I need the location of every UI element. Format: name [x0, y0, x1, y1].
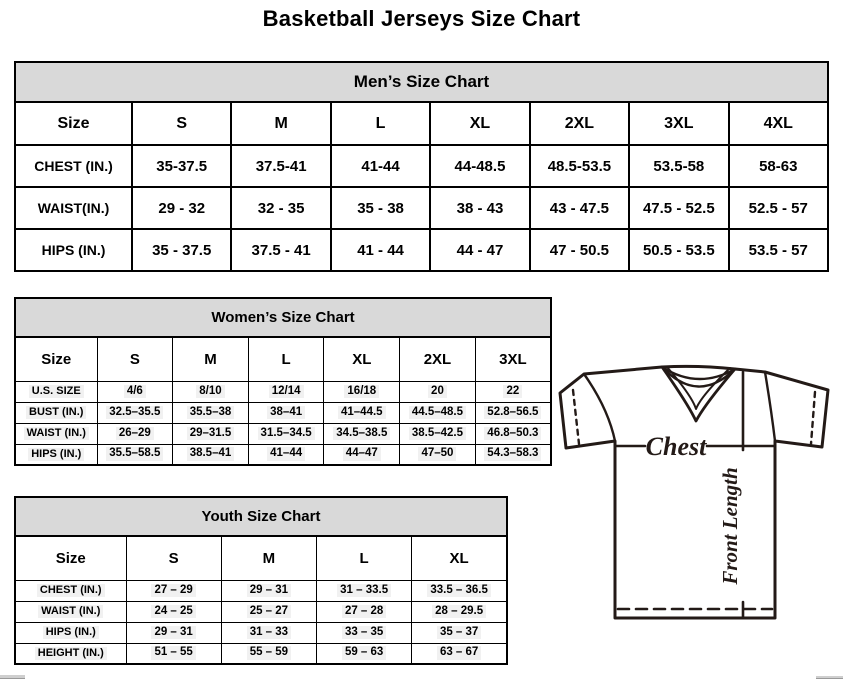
- size-value: 35-37.5: [132, 145, 231, 187]
- highlighted-value: 41–44: [267, 447, 305, 461]
- size-value: 41-44: [331, 145, 430, 187]
- highlighted-value: 38.5–41: [187, 447, 235, 461]
- highlighted-value: 4/6: [124, 385, 146, 399]
- size-value: 32 - 35: [231, 187, 330, 229]
- highlighted-value: 29–31.5: [187, 427, 235, 441]
- column-header: M: [221, 536, 316, 580]
- highlighted-value: 63 – 67: [437, 646, 481, 660]
- highlighted-value: 20: [428, 385, 447, 399]
- highlighted-value: HIPS (IN.): [43, 626, 99, 639]
- highlighted-value: 16/18: [344, 385, 379, 399]
- size-value: 37.5 - 41: [231, 229, 330, 271]
- jersey-measurement-diagram: [556, 364, 843, 627]
- size-value: [317, 580, 412, 601]
- size-value: [317, 643, 412, 664]
- measurement-row: [15, 622, 507, 643]
- highlighted-value: WAIST (IN.): [38, 605, 103, 618]
- highlighted-value: 8/10: [196, 385, 224, 399]
- highlighted-value: 38–41: [267, 406, 305, 420]
- size-header-row: [15, 536, 507, 580]
- size-value: [126, 601, 221, 622]
- size-value: [221, 580, 316, 601]
- size-value: [126, 643, 221, 664]
- row-label: [15, 643, 126, 664]
- size-value: [475, 381, 551, 402]
- page-title: Basketball Jerseys Size Chart: [262, 6, 581, 31]
- measurement-row: [15, 643, 507, 664]
- size-value: [221, 601, 316, 622]
- size-value: [412, 643, 507, 664]
- highlighted-value: 46.8–50.3: [484, 427, 541, 441]
- horizontal-scrollbar-fragment-left[interactable]: [0, 675, 25, 679]
- jersey-outline-drawing: [556, 364, 843, 627]
- column-header: Size: [15, 337, 97, 381]
- youth-size-chart-section: [14, 496, 508, 665]
- youth-size-table: [14, 496, 508, 665]
- size-value: 50.5 - 53.5: [629, 229, 728, 271]
- column-header: L: [331, 102, 430, 145]
- size-value: 44-48.5: [430, 145, 529, 187]
- size-value: [324, 423, 400, 444]
- column-header: 3XL: [629, 102, 728, 145]
- column-header: XL: [324, 337, 400, 381]
- column-header: 2XL: [400, 337, 476, 381]
- mens-size-table: [14, 61, 829, 272]
- size-value: [475, 444, 551, 465]
- highlighted-value: 41–44.5: [338, 406, 386, 420]
- size-value: [97, 381, 173, 402]
- highlighted-value: U.S. SIZE: [29, 385, 84, 398]
- size-value: [400, 402, 476, 423]
- highlighted-value: CHEST (IN.): [37, 584, 105, 597]
- size-value: 53.5 - 57: [729, 229, 828, 271]
- size-value: 58-63: [729, 145, 828, 187]
- size-value: [173, 402, 249, 423]
- column-header: Size: [15, 536, 126, 580]
- column-header: S: [132, 102, 231, 145]
- highlighted-value: 31 – 33.5: [337, 584, 391, 598]
- highlighted-value: 25 – 27: [247, 605, 291, 619]
- highlighted-value: 27 – 28: [342, 605, 386, 619]
- womens-table-title: Women’s Size Chart: [15, 298, 551, 337]
- measurement-row: [15, 444, 551, 465]
- row-label: WAIST(IN.): [15, 187, 132, 229]
- highlighted-value: 52.8–56.5: [484, 406, 541, 420]
- size-value: 35 - 37.5: [132, 229, 231, 271]
- row-label: [15, 601, 126, 622]
- chest-measure-label: Chest: [645, 432, 707, 461]
- size-value: [97, 444, 173, 465]
- column-header: M: [231, 102, 330, 145]
- table-title-row: [15, 62, 828, 102]
- table-title-row: [15, 497, 507, 536]
- womens-size-table: [14, 297, 552, 466]
- highlighted-value: 12/14: [269, 385, 304, 399]
- row-label: [15, 444, 97, 465]
- highlighted-value: HEIGHT (IN.): [35, 647, 107, 660]
- size-value: [173, 444, 249, 465]
- highlighted-value: 51 – 55: [151, 646, 195, 660]
- highlighted-value: 55 – 59: [247, 646, 291, 660]
- highlighted-value: 44–47: [343, 447, 381, 461]
- measurement-row: [15, 580, 507, 601]
- highlighted-value: 44.5–48.5: [409, 406, 466, 420]
- highlighted-value: 31 – 33: [247, 626, 291, 640]
- column-header: XL: [430, 102, 529, 145]
- size-value: [317, 622, 412, 643]
- size-value: 53.5-58: [629, 145, 728, 187]
- column-header: S: [97, 337, 173, 381]
- highlighted-value: BUST (IN.): [26, 406, 86, 419]
- mens-size-chart-section: [14, 61, 829, 272]
- highlighted-value: 34.5–38.5: [333, 427, 390, 441]
- highlighted-value: 59 – 63: [342, 646, 386, 660]
- size-value: 48.5-53.5: [530, 145, 629, 187]
- size-value: 47 - 50.5: [530, 229, 629, 271]
- highlighted-value: 28 – 29.5: [432, 605, 486, 619]
- size-value: 43 - 47.5: [530, 187, 629, 229]
- size-header-row: [15, 337, 551, 381]
- column-header: 4XL: [729, 102, 828, 145]
- highlighted-value: 35.5–38: [187, 406, 235, 420]
- size-value: 44 - 47: [430, 229, 529, 271]
- size-value: [248, 381, 324, 402]
- highlighted-value: WAIST (IN.): [24, 427, 89, 440]
- row-label: [15, 381, 97, 402]
- highlighted-value: 33 – 35: [342, 626, 386, 640]
- column-header: XL: [412, 536, 507, 580]
- highlighted-value: 24 – 25: [151, 605, 195, 619]
- highlighted-value: 33.5 – 36.5: [427, 584, 491, 598]
- row-label: HIPS (IN.): [15, 229, 132, 271]
- row-label: [15, 402, 97, 423]
- size-value: [412, 601, 507, 622]
- size-value: 52.5 - 57: [729, 187, 828, 229]
- measurement-row: [15, 601, 507, 622]
- measurement-row: [15, 145, 828, 187]
- highlighted-value: 29 – 31: [151, 626, 195, 640]
- highlighted-value: 26–29: [116, 427, 154, 441]
- size-value: [126, 580, 221, 601]
- size-value: 38 - 43: [430, 187, 529, 229]
- size-value: [317, 601, 412, 622]
- size-value: 41 - 44: [331, 229, 430, 271]
- measurement-row: [15, 423, 551, 444]
- youth-table-title: Youth Size Chart: [15, 497, 507, 536]
- column-header: 3XL: [475, 337, 551, 381]
- size-value: [173, 423, 249, 444]
- mens-table-title: Men’s Size Chart: [15, 62, 828, 102]
- size-value: [126, 622, 221, 643]
- size-value: [221, 643, 316, 664]
- highlighted-value: 32.5–35.5: [106, 406, 163, 420]
- size-value: [475, 402, 551, 423]
- size-value: [400, 444, 476, 465]
- column-header: S: [126, 536, 221, 580]
- highlighted-value: 54.3–58.3: [484, 447, 541, 461]
- size-value: [400, 423, 476, 444]
- size-value: [97, 423, 173, 444]
- row-label: [15, 622, 126, 643]
- front-length-measure-label: Front Length: [718, 467, 742, 585]
- size-value: [400, 381, 476, 402]
- measurement-row: [15, 187, 828, 229]
- highlighted-value: 47–50: [418, 447, 456, 461]
- size-value: 35 - 38: [331, 187, 430, 229]
- womens-size-chart-section: [14, 297, 552, 466]
- size-value: [248, 402, 324, 423]
- column-header: L: [248, 337, 324, 381]
- size-value: [248, 423, 324, 444]
- size-value: [324, 381, 400, 402]
- measurement-row: [15, 229, 828, 271]
- highlighted-value: HIPS (IN.): [28, 448, 84, 461]
- highlighted-value: 35.5–58.5: [106, 447, 163, 461]
- table-title-row: [15, 298, 551, 337]
- column-header: Size: [15, 102, 132, 145]
- measurement-row: [15, 402, 551, 423]
- size-value: [97, 402, 173, 423]
- size-value: [412, 622, 507, 643]
- highlighted-value: 38.5–42.5: [409, 427, 466, 441]
- measurement-row: [15, 381, 551, 402]
- size-value: 37.5-41: [231, 145, 330, 187]
- highlighted-value: 35 – 37: [437, 626, 481, 640]
- column-header: M: [173, 337, 249, 381]
- highlighted-value: 31.5–34.5: [258, 427, 315, 441]
- highlighted-value: 27 – 29: [151, 584, 195, 598]
- size-value: 29 - 32: [132, 187, 231, 229]
- size-value: [248, 444, 324, 465]
- size-value: [221, 622, 316, 643]
- row-label: [15, 423, 97, 444]
- row-label: CHEST (IN.): [15, 145, 132, 187]
- size-value: 47.5 - 52.5: [629, 187, 728, 229]
- column-header: L: [317, 536, 412, 580]
- highlighted-value: 29 – 31: [247, 584, 291, 598]
- row-label: [15, 580, 126, 601]
- highlighted-value: 22: [503, 385, 522, 399]
- size-header-row: [15, 102, 828, 145]
- size-value: [475, 423, 551, 444]
- size-value: [324, 444, 400, 465]
- size-value: [324, 402, 400, 423]
- size-value: [173, 381, 249, 402]
- size-value: [412, 580, 507, 601]
- column-header: 2XL: [530, 102, 629, 145]
